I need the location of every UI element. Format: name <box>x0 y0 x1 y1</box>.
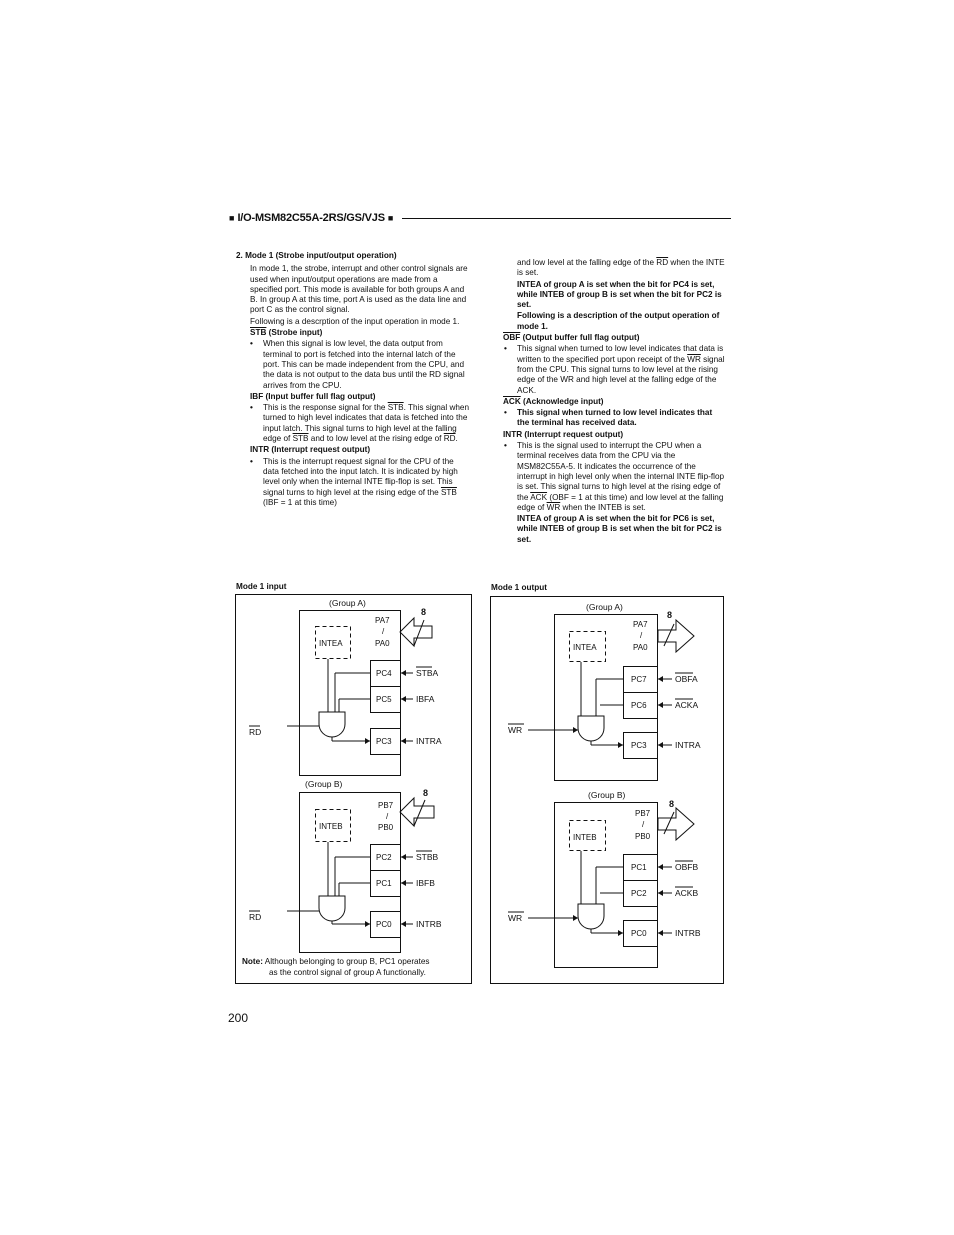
wr-signal: $\overline{WR}$ <box>546 502 561 512</box>
intr-text: (OBF = 1 at this time) and low level at the falling edge of <box>517 492 724 512</box>
range-mark: / <box>382 627 385 636</box>
group-b-label: (Group B) <box>305 779 343 789</box>
ibf-text: . <box>455 434 458 444</box>
rd-signal: $\overline{RD}$ <box>443 434 456 444</box>
pa-low-label: PA0 <box>633 643 648 652</box>
figure-label-output: Mode 1 output <box>491 583 547 592</box>
inte-a-label: INTEA <box>319 639 343 648</box>
intr-text: This is the signal used to interrupt the CPU when a terminal receives data from the CPU via the MSM82C55A-5. It indicates the occurrence of the interrupt in high level only when the internal INTE flip-flop is set. This signal turns to high level at the rising edge of the <box>517 441 725 502</box>
pc3-label: PC3 <box>631 741 647 750</box>
cont-text: and low level at the falling edge of the <box>517 258 657 267</box>
figure-note <box>242 957 468 978</box>
ackb-label: ACKB <box>675 888 699 898</box>
ibf-description <box>236 403 470 444</box>
rd-label-a: RD <box>249 727 262 737</box>
pa-high-label: PA7 <box>633 620 648 629</box>
intra-label: INTRA <box>675 740 701 750</box>
range-mark: / <box>640 631 643 640</box>
inte-b-label: INTEB <box>573 833 597 842</box>
pc7-label: PC7 <box>631 675 647 684</box>
pc2-label: PC2 <box>631 889 647 898</box>
mode1-intro: In mode 1, the strobe, interrupt and other control signals are used when input/output operations are made from a specified port. This mode is available for both groups A and B. In group A at this time, port A is used as the data line and port C as the control signal. <box>250 264 468 315</box>
header-bullet: ■ <box>229 213 235 223</box>
and-gate-b <box>319 896 345 921</box>
ibf-text: . This signal when turned to high level indicates that data is fetched into the input latch. This signal turns to high level at the falling edge of <box>263 403 470 444</box>
ibfb-label: IBFB <box>416 878 435 888</box>
stba-label: STBA <box>416 668 439 678</box>
and-gate-a <box>578 716 604 741</box>
ack-signal: $\overline{ACK}$ <box>503 396 521 406</box>
range-mark: / <box>386 812 389 821</box>
pc0-label: PC0 <box>376 920 392 929</box>
group-a-label: (Group A) <box>329 598 366 608</box>
section-title: 2. Mode 1 (Strobe input/output operation) <box>236 251 397 260</box>
pc1-label: PC1 <box>376 879 392 888</box>
mode1-following: Following is a descrption of the input operation in mode 1. <box>250 316 460 326</box>
range-mark: / <box>642 820 645 829</box>
stb-signal: $\overline{STB}$ <box>387 403 404 413</box>
wr-label-b: WR <box>508 913 523 923</box>
page-header <box>229 210 731 226</box>
intr-text: This is the interrupt request signal for the CPU of the data fetched into the input latch. It is indicated by high level only when the internal INTE flip-flop is set. This signal turns to high level at the rising edge of the <box>263 456 458 497</box>
intra-label: INTRA <box>416 736 442 746</box>
mode1-input-diagram <box>235 594 472 984</box>
intr-text: when the INTEB is set. <box>560 502 646 512</box>
intr-title: INTR (Interrupt request output) <box>250 445 371 455</box>
intr-output-description <box>503 441 725 513</box>
and-gate-b <box>578 904 604 929</box>
header-title: I/O-MSM82C55A-2RS/GS/VJS <box>237 212 385 224</box>
page-number: 200 <box>228 1011 249 1025</box>
obf-title <box>503 333 725 343</box>
header-bullet: ■ <box>387 213 394 223</box>
bus-width-label: 8 <box>421 607 427 617</box>
inte-a-label: INTEA <box>573 643 597 652</box>
intr-description <box>236 457 470 508</box>
bus-width-label: 8 <box>667 610 673 620</box>
and-gate-a <box>319 712 345 737</box>
ibf-text: This is the response signal for the <box>263 403 388 413</box>
intrb-label: INTRB <box>675 928 701 938</box>
stb-signal: $\overline{STB}$ <box>250 328 267 338</box>
pc3-label: PC3 <box>376 737 392 746</box>
pb-high-label: PB7 <box>378 801 394 810</box>
port-a-bus-arrow <box>658 620 694 652</box>
pb-low-label: PB0 <box>635 832 651 841</box>
port-b-bus-arrow <box>658 808 694 840</box>
pa-low-label: PA0 <box>375 639 390 648</box>
pc6-label: PC6 <box>631 701 647 710</box>
ibf-text: and to low level at the rising edge of <box>308 434 444 444</box>
inte-b-label: INTEB <box>319 822 343 831</box>
bus-width-label: 8 <box>423 788 429 798</box>
obfb-label: OBFB <box>675 862 699 872</box>
ibfa-label: IBFA <box>416 694 435 704</box>
left-column <box>236 251 470 509</box>
output-following: Following is a description of the output operation of mode 1. <box>517 311 720 331</box>
inte-set-text-2: INTEA of group A is set when the bit for PC6 is set, while INTEB of group B is set when the bit for PC2 is set. <box>517 514 722 544</box>
obf-description <box>503 344 725 395</box>
stb-signal: $\overline{STB}$ <box>292 434 309 444</box>
pa-high-label: PA7 <box>375 616 390 625</box>
header-rule <box>402 218 731 219</box>
obf-text: This signal when turned to low level indicates that data is written to the specified port upon receipt of the <box>517 344 724 364</box>
stb-title <box>236 328 470 338</box>
pc5-label: PC5 <box>376 695 392 704</box>
pc0-label: PC0 <box>631 929 647 938</box>
stb-title-text: (Strobe input) <box>266 328 323 338</box>
obfa-label: OBFA <box>675 674 698 684</box>
wr-signal: $\overline{WR}$ <box>687 354 701 364</box>
obf-text: signal from the CPU. This signal turns to low level at the rising edge of the WR and high level at the falling edge of the ACK. <box>517 354 725 395</box>
intrb-label: INTRB <box>416 919 442 929</box>
pc1-label: PC1 <box>631 863 647 872</box>
rd-label-b: RD <box>249 912 262 922</box>
intr-continued <box>503 258 725 279</box>
stb-description: • When this signal is low level, the data output from terminal to port is fetched into the internal latch of the port. This can be made independent from the CPU, and the data is not output to the data bus until the RD signal arrives from the CPU. <box>236 339 470 390</box>
mode1-output-diagram <box>490 596 724 984</box>
intr-text: (IBF = 1 at this time) <box>263 497 337 507</box>
ack-description: • This signal when turned to low level indicates that the terminal has received data. <box>503 408 725 429</box>
group-a-label: (Group A) <box>586 602 623 612</box>
port-b-bus-arrow <box>400 798 434 826</box>
note-text-2: as the control signal of group A functionally. <box>269 967 426 977</box>
ibf-title: IBF (Input buffer full flag output) <box>250 391 376 401</box>
bus-width-label: 8 <box>669 799 675 809</box>
pb-high-label: PB7 <box>635 809 651 818</box>
inte-set-text: INTEA of group A is set when the bit for PC4 is set, while INTEB of group B is set when the bit for PC2 is set. <box>517 279 722 310</box>
right-column <box>503 258 725 546</box>
acka-label: ACKA <box>675 700 699 710</box>
ack-title-text: (Acknowledge input) <box>520 396 604 406</box>
pb-low-label: PB0 <box>378 823 394 832</box>
note-text: Although belonging to group B, PC1 operates <box>264 957 430 966</box>
ack-title <box>503 397 725 407</box>
pc2-label: PC2 <box>376 853 392 862</box>
bus-slash <box>414 620 424 646</box>
obf-signal: $\overline{OBF}$ <box>503 333 521 343</box>
note-label: Note: <box>242 957 263 966</box>
group-b-label: (Group B) <box>588 790 626 800</box>
pc4-label: PC4 <box>376 669 392 678</box>
rd-signal: $\overline{RD}$ <box>656 258 669 267</box>
obf-title-text: (Output buffer full flag output) <box>520 333 640 343</box>
stbb-label: STBB <box>416 852 439 862</box>
stb-signal: $\overline{STB}$ <box>440 487 457 497</box>
cont-text: when the INTE is set. <box>517 258 725 278</box>
ack-signal: $\overline{ACK}$ <box>530 492 548 502</box>
intr-output-title: INTR (Interrupt request output) <box>503 429 624 439</box>
wr-label-a: WR <box>508 725 523 735</box>
figure-label-input: Mode 1 input <box>236 582 287 591</box>
